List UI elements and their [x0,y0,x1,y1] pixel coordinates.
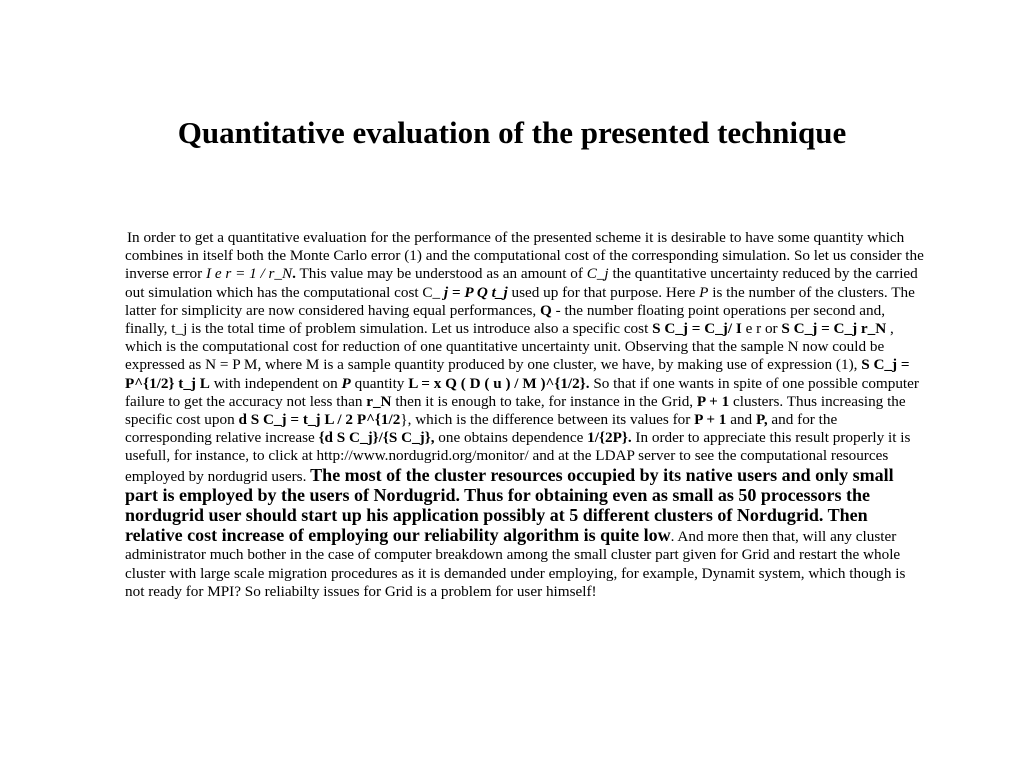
formula-text: P, [755,411,768,429]
formula-text: . [292,265,296,283]
text-run: then it is enough to take, for instance in the Grid, [391,392,697,410]
text-run: . And more then that, will any cluster administrator much bother in the case of computer breakdown among the small cluster part given for Grid and restart the whole cluster with large scale migration procedures as it is demanded under employing, for example, Dynamit system, which though is not ready for MPI? So reliabilty issues for Grid is a problem for user himself! [125,528,906,600]
text-run: This value may be understood as an amount of [295,265,587,283]
text-run: is the number of the clusters. The latter for simplicity are now considered having equal performances, [125,283,915,319]
formula-text: d S C_j = t_j L / 2 P^{1/2 [238,411,401,429]
text-run: the quantitative uncertainty reduced by the carried out simulation which has the computational cost C_ [125,265,918,301]
formula-text: P + 1 [694,411,727,429]
formula-text: S C_j = C_j/ I [652,320,742,338]
text-run: e r or [741,320,782,338]
formula-text: S C_j = P^{1/2} t_j L [125,356,910,392]
text-run: quantity [350,374,409,392]
emphasized-statement: The most of the cluster resources occupied by its native users and only small part is employed by the users of Nordugrid. Thus for obtaining even as small as 50 processors the nordugrid user should start up his application possibly at 5 different clusters of Nordugrid. Then relative cost increase of employing our reliability algorithm is quite low [125,464,894,546]
text-run: one obtains dependence [434,429,588,447]
slide-title: Quantitative evaluation of the presented technique [177,115,847,150]
italic-text: C_j [586,265,609,283]
text-run: - the number floating point operations per second and, finally, t_j is the total time of problem simulation. Let us introduce also a specific cost [125,301,886,338]
text-run: and for the corresponding relative increase [125,411,838,447]
italic-text: I e r = 1 / r_N [205,265,293,283]
formula-text: j = P Q t_j [443,283,508,301]
formula-text: P + 1 [696,392,730,410]
formula-text: P [341,374,351,392]
formula-text: {d S C_j}/{S C_j}, [318,429,435,447]
body-paragraph [125,229,925,601]
text-run: In order to appreciate this result properly it is usefull, for instance, to click at http://www.nordugrid.org/monitor/ and at the LDAP server to see the computational resources employed by nordugrid users. [125,429,911,485]
formula-text: 1/{2P}. [587,429,632,447]
text-run: clusters. Thus increasing the specific cost upon [125,392,906,429]
formula-text: L = x Q ( D ( u ) / M )^{1/2}. [408,374,590,392]
italic-text: P [699,283,709,301]
text-run: with independent on [209,374,342,392]
text-run: , which is the computational cost for reduction of one quantitative uncertainty unit. Observing that the sample N now could be expressed as N = P M, where M is a sample quantity produced by one cluster, we have, by making use of expression (1), [125,320,894,374]
formula-text: r_N [366,392,392,410]
text-run: and [726,411,756,429]
text-run: So that if one wants in spite of one possible computer failure to get the accuracy not less than [125,374,919,410]
text-run: used up for that purpose. Here [507,283,700,301]
text-run: }, which is the difference between its values for [400,411,695,429]
formula-text: S C_j = C_j r_N [781,320,887,338]
formula-text: Q [539,301,552,319]
text-run: In order to get a quantitative evaluation for the performance of the presented scheme it is desirable to have some quantity which combines in itself both the Monte Carlo error (1) and the computational cost of the corresponding simulation. So let us consider the inverse error [125,229,924,283]
